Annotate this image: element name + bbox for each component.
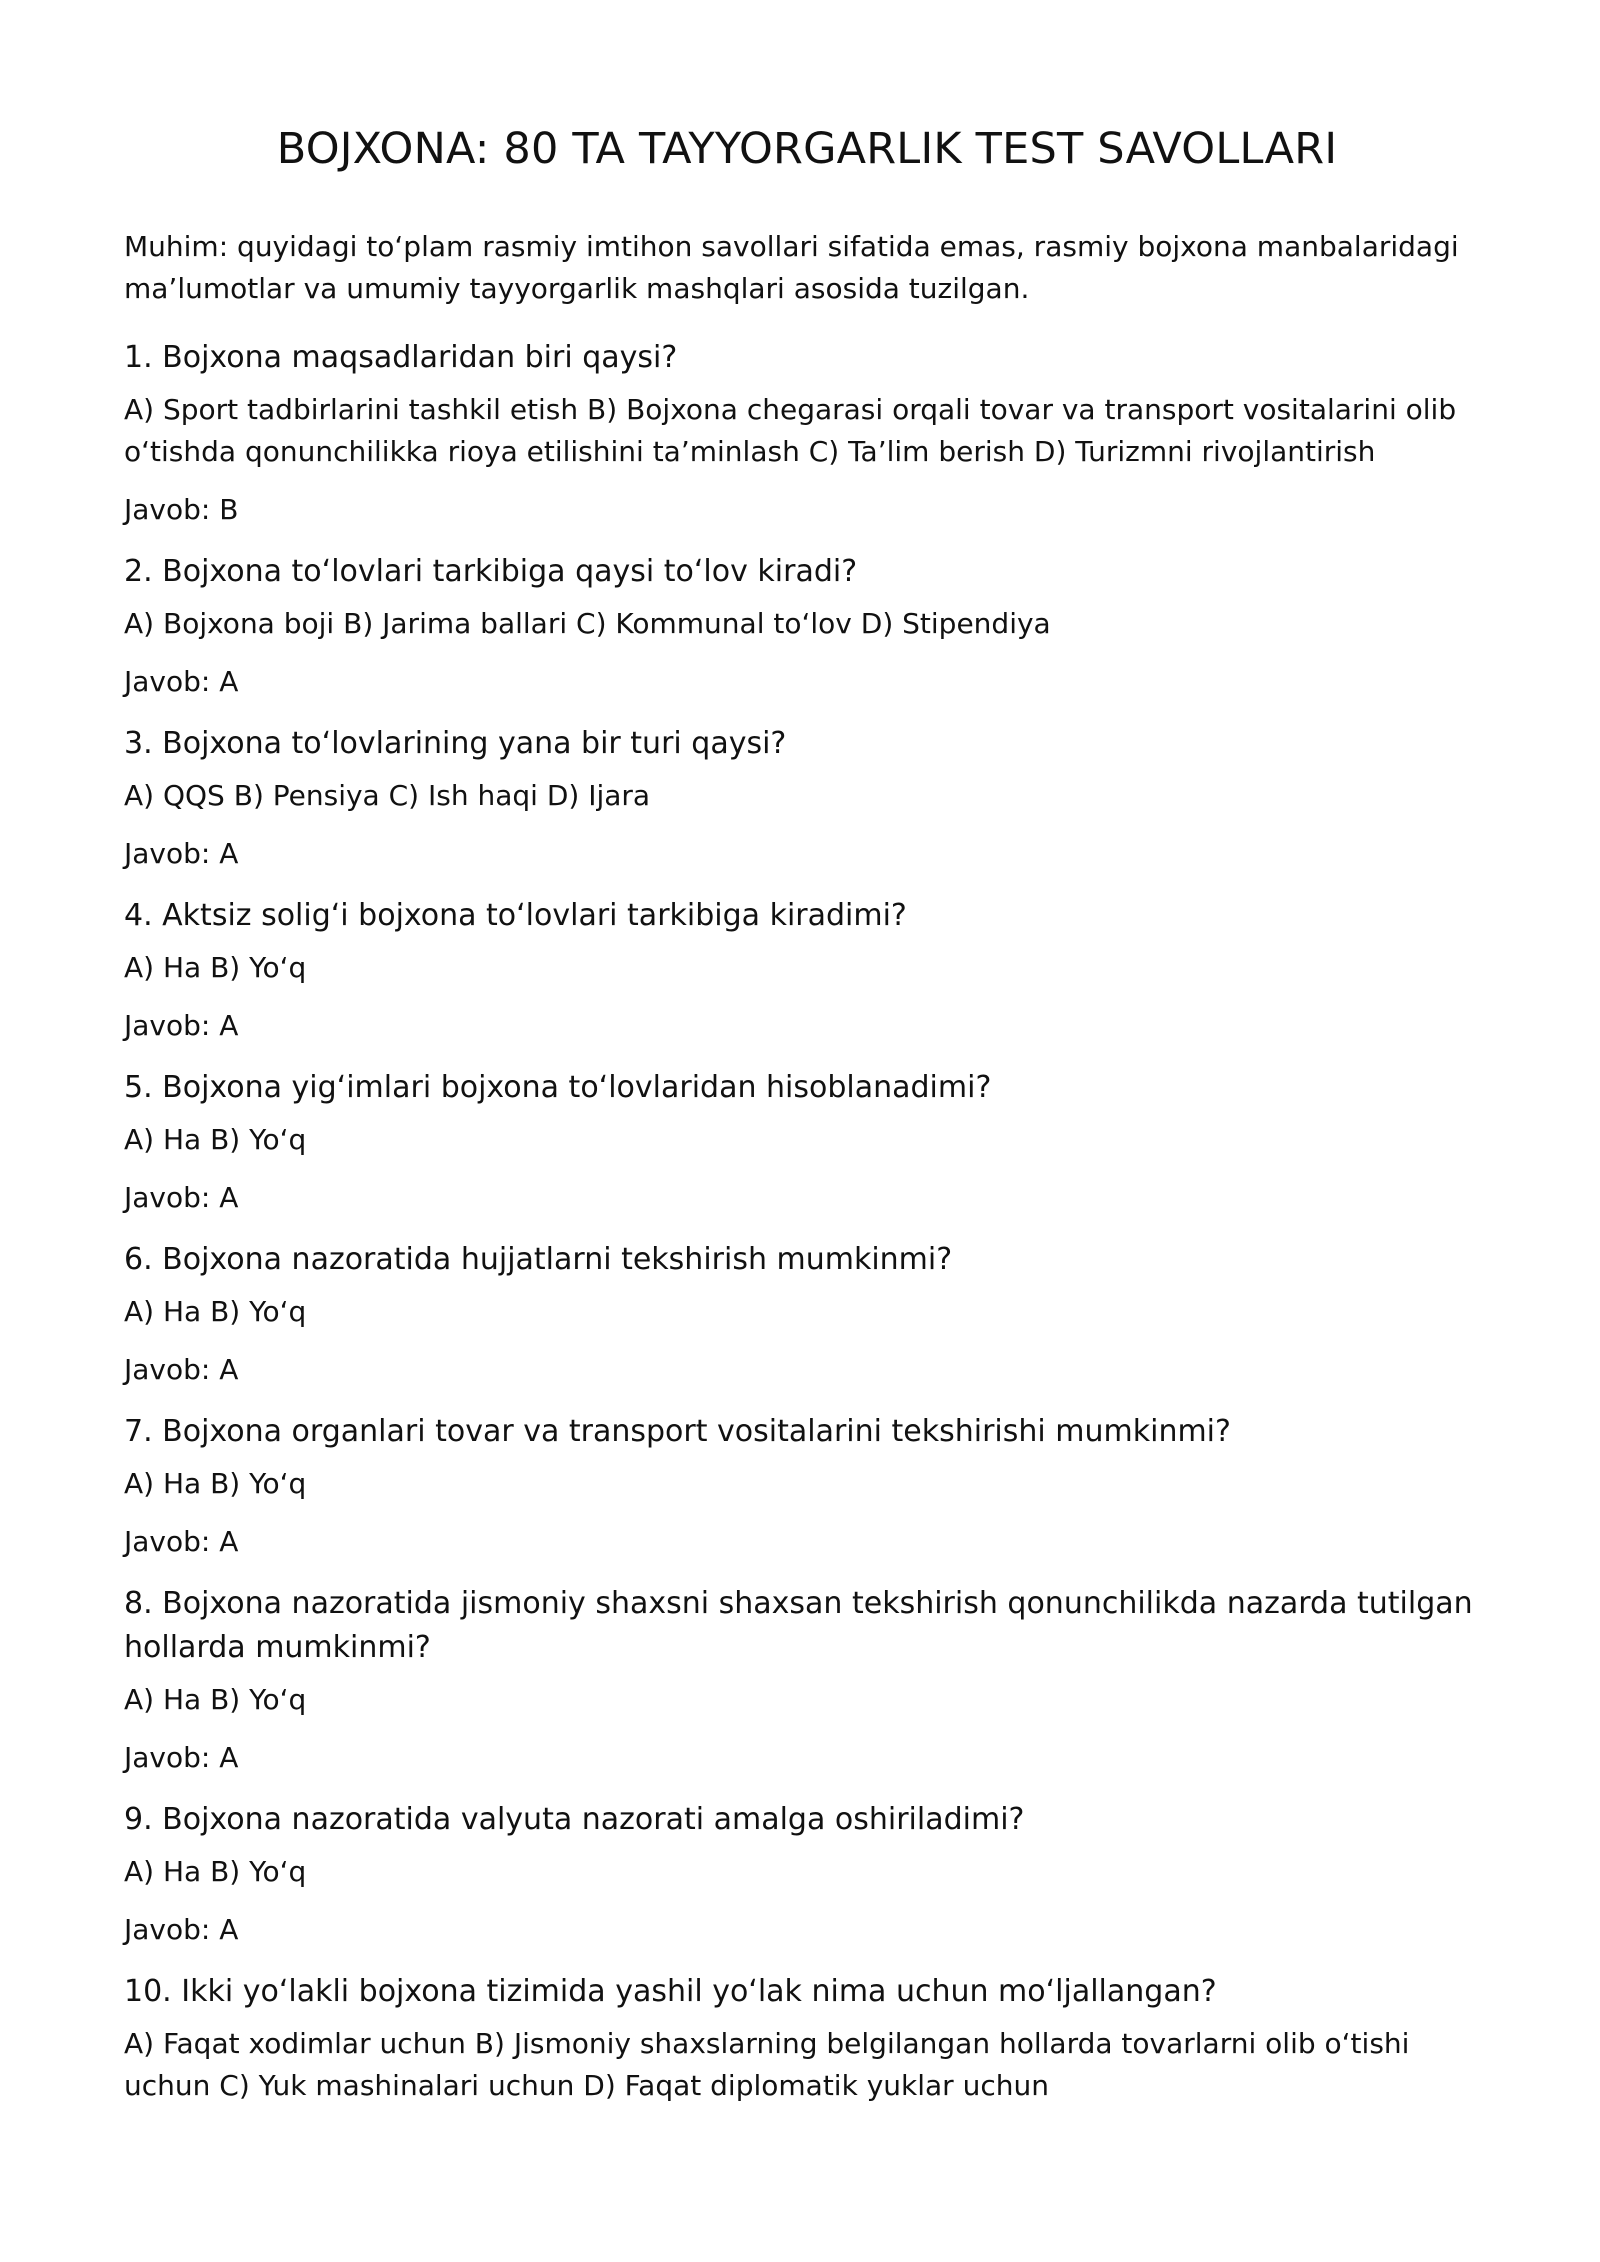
question-item xyxy=(124,1410,1490,1563)
question-text: 4. Aktsiz solig‘i bojxona to‘lovlari tarkibiga kiradimi? xyxy=(124,898,907,933)
question-options: A) Bojxona boji B) Jarima ballari C) Kommunal to‘lov D) Stipendiya xyxy=(124,607,1051,640)
question-options: A) Faqat xodimlar uchun B) Jismoniy shaxslarning belgilangan hollarda tovarlarni olib o‘tishi uchun C) Yuk mashinalari uchun D) Faqat diplomatik yuklar uchun xyxy=(124,2027,1410,2102)
page-title: BOJXONA: 80 TA TAYYORGARLIK TEST SAVOLLARI xyxy=(276,124,1338,174)
question-item xyxy=(124,1582,1490,1779)
question-text: 3. Bojxona to‘lovlarining yana bir turi qaysi? xyxy=(124,726,787,761)
question-options: A) Sport tadbirlarini tashkil etish B) Bojxona chegarasi orqali tovar va transport vositalarini olib o‘tishda qonunchilikka rioya etilishini ta’minlash C) Ta’lim berish D) Turizmni rivojlantirish xyxy=(124,393,1457,468)
question-answer: Javob: A xyxy=(124,665,239,698)
question-options: A) Ha B) Yo‘q xyxy=(124,1683,307,1716)
question-options: A) Ha B) Yo‘q xyxy=(124,1855,307,1888)
question-list xyxy=(124,336,1490,2107)
question-item xyxy=(124,722,1490,875)
document-page xyxy=(124,118,1490,2126)
question-options: A) Ha B) Yo‘q xyxy=(124,1123,307,1156)
question-options: A) Ha B) Yo‘q xyxy=(124,951,307,984)
question-text: 7. Bojxona organlari tovar va transport vositalarini tekshirishi mumkinmi? xyxy=(124,1414,1231,1449)
question-item xyxy=(124,1798,1490,1951)
question-text: 5. Bojxona yig‘imlari bojxona to‘lovlaridan hisoblanadimi? xyxy=(124,1070,992,1105)
question-answer: Javob: A xyxy=(124,1181,239,1214)
question-text: 6. Bojxona nazoratida hujjatlarni tekshirish mumkinmi? xyxy=(124,1242,953,1277)
intro-note: Muhim: quyidagi to‘plam rasmiy imtihon savollari sifatida emas, rasmiy bojxona manbalaridagi ma’lumotlar va umumiy tayyorgarlik mashqlari asosida tuzilgan. xyxy=(124,230,1459,305)
question-answer: Javob: A xyxy=(124,1741,239,1774)
question-text: 9. Bojxona nazoratida valyuta nazorati amalga oshiriladimi? xyxy=(124,1802,1025,1837)
question-text: 1. Bojxona maqsadlaridan biri qaysi? xyxy=(124,340,678,375)
question-answer: Javob: A xyxy=(124,1525,239,1558)
question-answer: Javob: B xyxy=(124,493,239,526)
question-answer: Javob: A xyxy=(124,1913,239,1946)
question-item xyxy=(124,894,1490,1047)
question-item xyxy=(124,1066,1490,1219)
question-answer: Javob: A xyxy=(124,837,239,870)
question-options: A) Ha B) Yo‘q xyxy=(124,1467,307,1500)
question-text: 8. Bojxona nazoratida jismoniy shaxsni shaxsan tekshirish qonunchilikda nazarda tutilgan hollarda mumkinmi? xyxy=(124,1586,1473,1665)
question-text: 10. Ikki yo‘lakli bojxona tizimida yashil yo‘lak nima uchun mo‘ljallangan? xyxy=(124,1974,1217,2009)
question-item xyxy=(124,1970,1490,2107)
question-answer: Javob: A xyxy=(124,1353,239,1386)
question-item xyxy=(124,336,1490,531)
question-item xyxy=(124,1238,1490,1391)
question-options: A) Ha B) Yo‘q xyxy=(124,1295,307,1328)
question-answer: Javob: A xyxy=(124,1009,239,1042)
question-item xyxy=(124,550,1490,703)
question-options: A) QQS B) Pensiya C) Ish haqi D) Ijara xyxy=(124,779,651,812)
question-text: 2. Bojxona to‘lovlari tarkibiga qaysi to‘lov kiradi? xyxy=(124,554,858,589)
